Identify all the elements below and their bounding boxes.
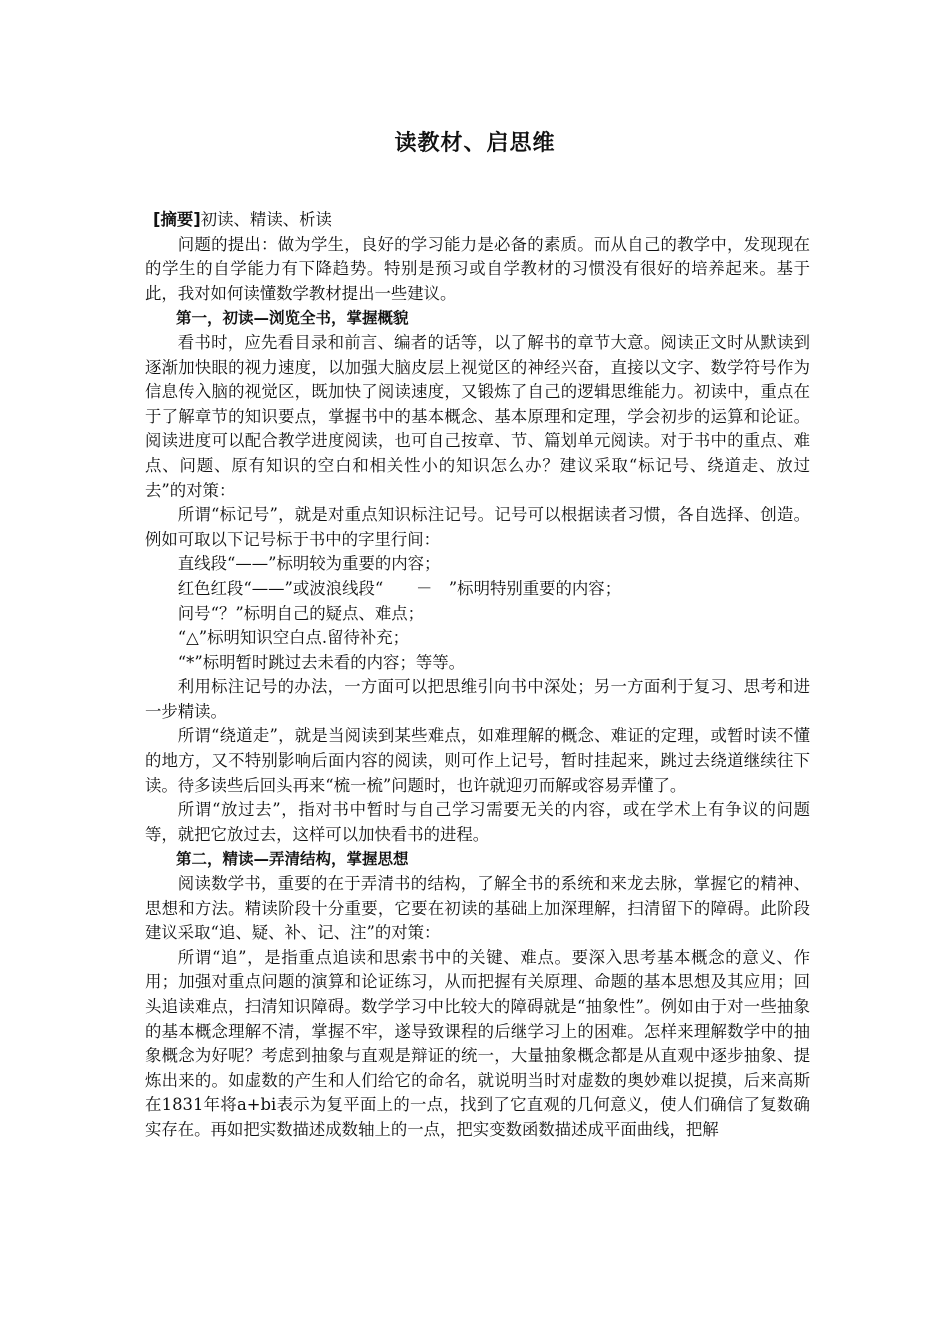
paragraph: 问题的提出：做为学生，良好的学习能力是必备的素质。而从自己的教学中，发现现在的学生的自学能力有下降趋势。特别是预习或自学教材的习惯没有很好的培养起来。基于此，我对如何读懂数学教材提出一些建议。 bbox=[145, 234, 810, 303]
paragraph: “*”标明暂时跳过去未看的内容；等等。 bbox=[177, 652, 465, 672]
paragraph: 所谓“放过去”，指对书中暂时与自己学习需要无关的内容，或在学术上有争议的问题等，就把它放过去，这样可以加快看书的进程。 bbox=[145, 800, 810, 844]
paragraph: “△”标明知识空白点.留待补充； bbox=[177, 628, 410, 648]
paragraph: 所谓“标记号”，就是对重点知识标注记号。记号可以根据读者习惯，各自选择、创造。例如可取以下记号标于书中的字里行间： bbox=[145, 505, 810, 549]
document-title: 读教材、启思维 bbox=[394, 131, 556, 156]
section-heading: 第一，初读—浏览全书，掌握概貌 bbox=[176, 309, 409, 328]
paragraph: 直线段“——”标明较为重要的内容； bbox=[177, 554, 441, 574]
section-heading: 第二，精读—弄清结构，掌握思想 bbox=[176, 850, 409, 869]
paragraph: 看书时，应先看目录和前言、编者的话等，以了解书的章节大意。阅读正文时从默读到逐渐加快眼的视力速度，以加强大脑皮层上视觉区的神经兴奋，直接以文字、数学符号作为信息传入脑的视觉区，既加快了阅读速度，又锻炼了自己的逻辑思维能力。初读中，重点在于了解章节的知识要点，掌握书中的基本概念、基本原理和定理，学会初步的运算和论证。阅读进度可以配合教学进度阅读，也可自己按章、节、篇划单元阅读。对于书中的重点、难点、问题、原有知识的空白和相关性小的知识怎么办？建议采取“标记号、绕道走、放过去”的对策： bbox=[145, 332, 810, 500]
abstract-text: 初读、精读、析读 bbox=[200, 210, 332, 229]
document-body bbox=[145, 208, 810, 1143]
paragraph: 所谓“绕道走”，就是当阅读到某些难点，如难理解的概念、难证的定理，或暂时读不懂的地方，又不特别影响后面内容的阅读，则可作上记号，暂时挂起来，跳过去绕道继续往下读。待多读些后回头再来“梳一梳”问题时，也许就迎刃而解或容易弄懂了。 bbox=[145, 726, 810, 795]
abstract-label: [摘要] bbox=[153, 210, 201, 229]
paragraph: 所谓“追”，是指重点追读和思索书中的关键、难点。要深入思考基本概念的意义、作用；加强对重点问题的演算和论证练习，从而把握有关原理、命题的基本思想及其应用；回头追读难点，扫清知识障碍。数学学习中比较大的障碍就是“抽象性”。例如由于对一些抽象的基本概念理解不清，掌握不牢，遂导致课程的后继学习上的困难。怎样来理解数学中的抽象概念为好呢？考虑到抽象与直观是辩证的统一，大量抽象概念都是从直观中逐步抽象、提炼出来的。如虚数的产生和人们给它的命名，就说明当时对虚数的奥妙难以捉摸，后来高斯在1831年将a+bi表示为复平面上的一点，找到了它直观的几何意义，使人们确信了复数确实存在。再如把实数描述成数轴上的一点，把实变数函数描述成平面曲线，把解 bbox=[145, 947, 810, 1139]
paragraph: 红色红段“——”或波浪线段“ － ”标明特别重要的内容； bbox=[177, 578, 622, 598]
abstract-line bbox=[145, 208, 810, 233]
paragraph: 利用标注记号的办法，一方面可以把思维引向书中深处；另一方面利于复习、思考和进一步精读。 bbox=[145, 677, 810, 721]
paragraph: 问号“？”标明自己的疑点、难点； bbox=[177, 603, 425, 623]
paragraph: 阅读数学书，重要的在于弄清书的结构，了解全书的系统和来龙去脉，掌握它的精神、思想和方法。精读阶段十分重要，它要在初读的基础上加深理解，扫清留下的障碍。此阶段建议采取“追、疑、补、记、注”的对策： bbox=[145, 874, 810, 943]
